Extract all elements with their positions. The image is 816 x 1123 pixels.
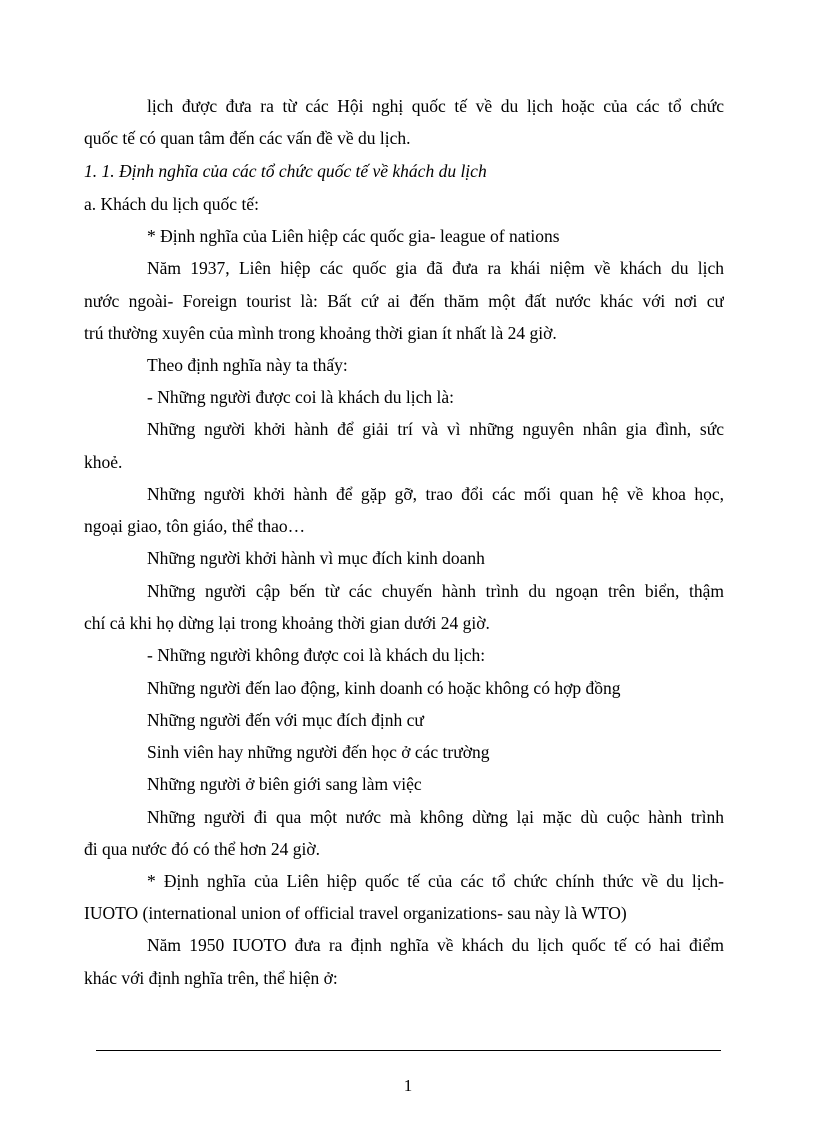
text-line: chí cả khi họ dừng lại trong khoảng thời gian dưới 24 giờ. [84,613,490,633]
text-line: Những người đến với mục đích định cư [147,710,424,730]
text-line: khoẻ. [84,452,123,472]
text-line: khác với định nghĩa trên, thể hiện ở: [84,968,338,988]
text-line: Những người khởi hành để giải trí và vì những nguyên nhân gia đình, sức [147,419,724,439]
section-heading: 1. 1. Định nghĩa của các tổ chức quốc tế về khách du lịch [84,161,487,181]
text-line: ngoại giao, tôn giáo, thể thao… [84,516,306,536]
text-line: nước ngoài- Foreign tourist là: Bất cứ ai đến thăm một đất nước khác với nơi cư [84,291,724,311]
text-line: quốc tế có quan tâm đến các vấn đề về du lịch. [84,128,411,148]
text-line: lịch được đưa ra từ các Hội nghị quốc tế về du lịch hoặc của các tổ chức [147,96,724,116]
text-line: - Những người không được coi là khách du lịch: [147,645,486,665]
text-line: IUOTO (international union of official travel organizations- sau này là WTO) [84,903,627,923]
text-line: Những người đi qua một nước mà không dừng lại mặc dù cuộc hành trình [147,807,724,827]
text-line: * Định nghĩa của Liên hiệp các quốc gia- league of nations [147,226,560,246]
text-line: * Định nghĩa của Liên hiệp quốc tế của các tổ chức chính thức về du lịch- [147,871,724,891]
text-line: trú thường xuyên của mình trong khoảng thời gian ít nhất là 24 giờ. [84,323,557,343]
footer-divider [96,1050,721,1051]
text-line: đi qua nước đó có thể hơn 24 giờ. [84,839,321,859]
text-line: Năm 1937, Liên hiệp các quốc gia đã đưa ra khái niệm về khách du lịch [147,258,724,278]
text-line: Những người ở biên giới sang làm việc [147,774,422,794]
text-line: Những người khởi hành vì mục đích kinh doanh [147,548,485,568]
text-line: Theo định nghĩa này ta thấy: [147,355,348,375]
text-line: Những người khởi hành để gặp gỡ, trao đổi các mối quan hệ về khoa học, [147,484,724,504]
text-line: - Những người được coi là khách du lịch là: [147,387,454,407]
subsection-heading: a. Khách du lịch quốc tế: [84,194,259,214]
text-line: Những người cập bến từ các chuyến hành trình du ngoạn trên biển, thậm [147,581,724,601]
text-line: Năm 1950 IUOTO đưa ra định nghĩa về khách du lịch quốc tế có hai điểm [147,935,724,955]
text-line: Những người đến lao động, kinh doanh có hoặc không có hợp đồng [147,678,621,698]
text-line: Sinh viên hay những người đến học ở các trường [147,742,490,762]
page-number: 1 [403,1076,413,1095]
